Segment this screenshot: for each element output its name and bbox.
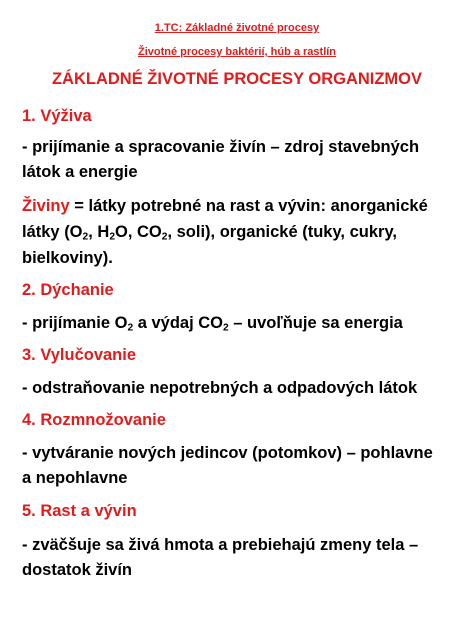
text-fragment: , soli), organické (tuky, cukry, [167,223,397,241]
text-fragment: – uvoľňuje sa energia [228,314,403,332]
text-line: látok a energie [22,163,138,181]
section-heading-rozmnozovanie: 4. Rozmnožovanie [22,411,166,429]
text-fragment: - prijímanie O [22,314,128,332]
text-fragment: látky (O [22,223,83,241]
definition-term: Živiny [22,197,70,215]
text-line: - vytváranie nových jedincov (potomkov) – pohlavne [22,444,433,462]
definition-line: bielkoviny). [22,249,113,267]
header-topic: 1.TC: Základné životné procesy [154,22,320,34]
text-line: - prijímanie a spracovanie živín – zdroj stavebných [22,138,420,156]
subscript: 2 [161,231,168,243]
text-line: - odstraňovanie nepotrebných a odpadových látok [22,379,418,397]
subscript: 2 [223,322,229,334]
section-heading-rast-a-vyvin: 5. Rast a vývin [22,502,137,520]
header-subtopic: Životné procesy baktérií, húb a rastlín [137,46,337,58]
definition-text: = látky potrebné na rast a vývin: anorganické [69,197,428,215]
section-heading-vylucovanie: 3. Vylučovanie [22,346,137,364]
subscript: 2 [127,322,134,334]
text-line: dostatok živín [22,561,133,579]
subscript: 2 [82,231,89,243]
section-heading-vyziva: 1. Výživa [22,107,92,125]
text-fragment: a výdaj CO [133,314,223,332]
text-fragment: O, CO [115,223,162,241]
text-line: - zväčšuje sa živá hmota a prebiehajú zmeny tela – [22,536,419,554]
text-line: a nepohlavne [22,469,128,487]
subscript: 2 [109,231,115,243]
page-title: ZÁKLADNÉ ŽIVOTNÉ PROCESY ORGANIZMOV [51,70,423,88]
section-heading-dychanie: 2. Dýchanie [22,281,114,299]
text-fragment: , H [88,223,110,241]
text-line [22,313,403,333]
definition-line [22,196,428,216]
definition-line [22,222,397,242]
